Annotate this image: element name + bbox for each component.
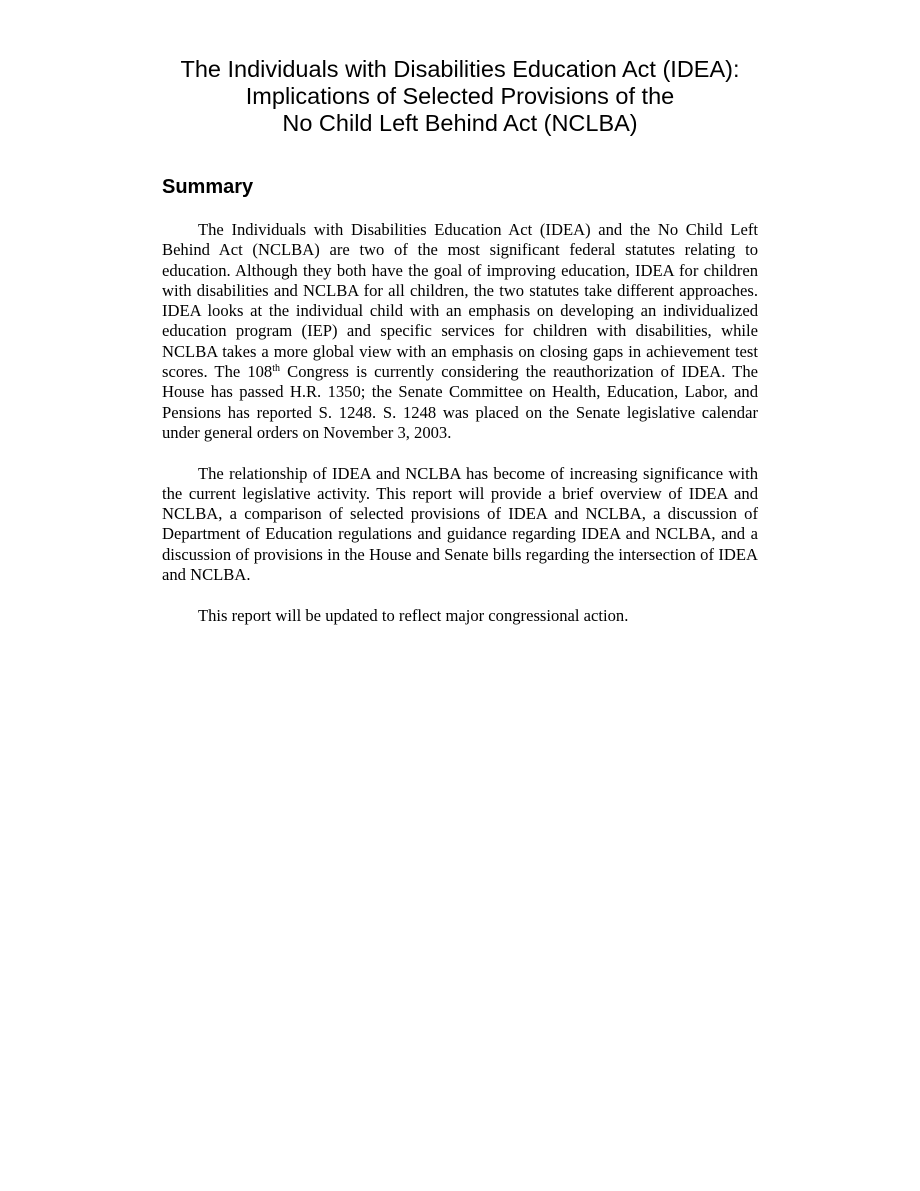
document-page — [162, 56, 758, 625]
paragraph-1-text-part-2: Congress is currently considering the reauthorization of IDEA. The House has passed H.R. 1350; the Senate Committee on Health, Education, Labor, and Pensions has reported S. 1248. S. 1248 was placed on the Senate legislative calendar under general orders on November 3, 2003. — [162, 362, 758, 442]
summary-paragraph-1 — [162, 220, 758, 443]
summary-body — [162, 220, 758, 646]
summary-heading: Summary — [162, 176, 254, 198]
summary-paragraph-3: This report will be updated to reflect major congressional action. — [198, 605, 629, 625]
summary-paragraph-2: The relationship of IDEA and NCLBA has become of increasing significance with the current legislative activity. This report will provide a brief overview of IDEA and NCLBA, a comparison of selected provisions of IDEA and NCLBA, a discussion of Department of Education regulations and guidance regarding IDEA and NCLBA, and a discussion of provisions in the House and Senate bills regarding the intersection of IDEA and NCLBA. — [162, 463, 758, 585]
title-line-1: The Individuals with Disabilities Education Act (IDEA): — [180, 56, 740, 82]
title-line-2: Implications of Selected Provisions of the — [245, 83, 675, 109]
title-line-3: No Child Left Behind Act (NCLBA) — [282, 110, 638, 136]
document-title — [162, 56, 758, 137]
ordinal-superscript: th — [272, 363, 281, 375]
paragraph-1-text-part-1: The Individuals with Disabilities Education Act (IDEA) and the No Child Left Behind Act (NCLBA) are two of the most significant federal statutes relating to education. Although they both have the goal of improving education, IDEA for children with disabilities and NCLBA for all children, the two statutes take different approaches. IDEA looks at the individual child with an emphasis on developing an individualized education program (IEP) and specific services for children with disabilities, while NCLBA takes a more global view with an emphasis on closing gaps in achievement test scores. The 108 — [162, 220, 758, 382]
